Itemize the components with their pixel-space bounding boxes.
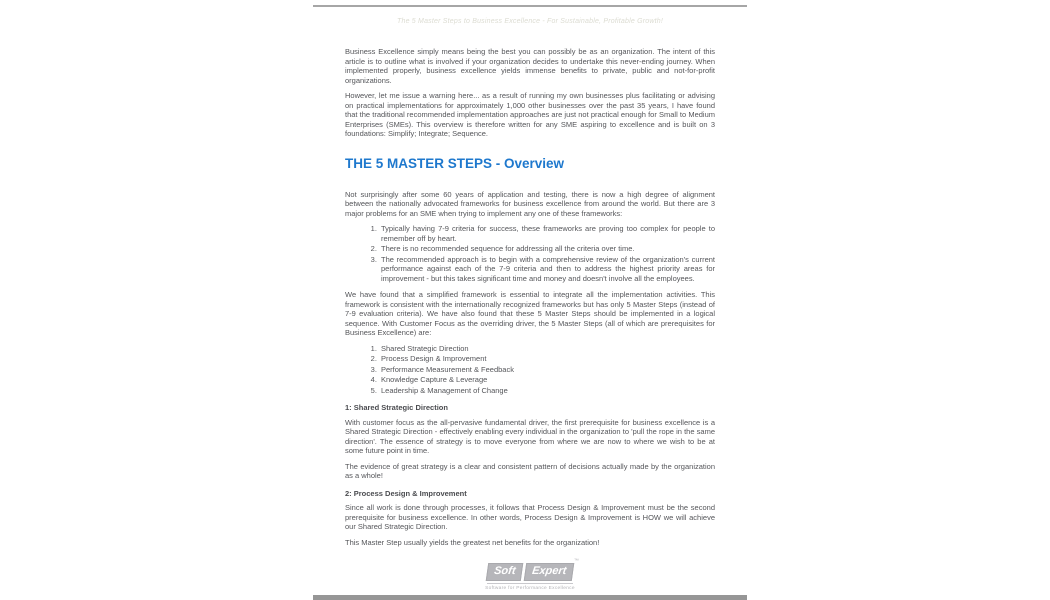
intro-paragraph-2: However, let me issue a warning here... as a result of running my own businesses plus facilitating or advising on practical implementations for approximately 1,000 other businesses over the past 35 years, I have found that the traditional recommended implementation approaches are just not practical enough for Small to Medium Enterprises (SMEs). This overview is therefore written for any SME aspiring to excellence and is built on 3 foundations: Simplify; Integrate; Sequence. bbox=[345, 91, 715, 138]
problems-list bbox=[345, 224, 715, 283]
problems-list-item: 1. Typically having 7-9 criteria for success, these frameworks are proving too complex for people to remember off by heart. bbox=[379, 224, 715, 243]
master-step-item: 4. Knowledge Capture & Leverage bbox=[379, 375, 715, 385]
master-step-item: 1. Shared Strategic Direction bbox=[379, 344, 715, 354]
trademark-mark: ™ bbox=[573, 558, 579, 564]
running-header: The 5 Master Steps to Business Excellence - For Sustainable, Profitable Growth! bbox=[397, 18, 663, 25]
overview-paragraph: Not surprisingly after some 60 years of application and testing, there is now a high degree of alignment between the nationally advocated frameworks for business excellence from around the world. But there are 3 major problems for an SME when trying to implement any one of these frameworks: bbox=[345, 189, 715, 218]
logo-badges bbox=[487, 558, 579, 584]
section1-heading: 1: Shared Strategic Direction bbox=[345, 403, 448, 412]
intro-paragraph-1: Business Excellence simply means being the best you can possibly be as an organization. The intent of this article is to outline what is involved if your organization decides to undertake this never-ending journey. When implemented properly, business excellence yields immense benefits to private, public and not-for-profit organizations. bbox=[345, 47, 715, 85]
section2-paragraph-2: This Master Step usually yields the greatest net benefits for the organization! bbox=[345, 537, 600, 547]
master-steps-list bbox=[345, 344, 715, 396]
framework-paragraph: We have found that a simplified framework is essential to integrate all the implementation activities. This framework is consistent with the internationally recognized frameworks but has only 5 Master Steps (instead of 7-9 evaluation criteria). We have also found that these 5 Master Steps should be implemented in a logical sequence. With Customer Focus as the overriding driver, the 5 Master Steps (all of which are prerequisites for Business Excellence) are: bbox=[345, 290, 715, 337]
problems-list-item: 2. There is no recommended sequence for addressing all the criteria over time. bbox=[379, 244, 715, 254]
logo-tagline: Software for Performance Excellence bbox=[485, 586, 575, 591]
master-step-item: 5. Leadership & Management of Change bbox=[379, 386, 715, 396]
page-content bbox=[313, 25, 747, 547]
logo-badge-expert: Expert bbox=[523, 563, 574, 581]
page-bottom-bar bbox=[313, 595, 747, 600]
problems-list-item: 3. The recommended approach is to begin with a comprehensive review of the organization's current performance against each of the 7-9 criteria and then to address the highest priority areas for improvement - but this takes significant time and money and doesn't involve all the employees. bbox=[379, 255, 715, 284]
document-page bbox=[313, 5, 747, 600]
section2-paragraph-1: Since all work is done through processes, it follows that Process Design & Improvement must be the second prerequisite for business excellence. In other words, Process Design & Improvement is HOW we will achieve our Shared Strategic Direction. bbox=[345, 503, 715, 531]
section2-heading: 2: Process Design & Improvement bbox=[345, 488, 467, 498]
master-step-item: 2. Process Design & Improvement bbox=[379, 354, 715, 364]
softexpert-logo bbox=[313, 558, 747, 591]
section1-paragraph-1: With customer focus as the all-pervasive fundamental driver, the first prerequisite for business excellence is a Shared Strategic Direction - effectively enabling every individual in the organization to 'pull the rope in the same direction'. The essence of strategy is to move everyone from where we are now to where we wish to be at some future point in time. bbox=[345, 417, 715, 455]
logo-badge-soft: Soft bbox=[486, 563, 524, 581]
article-title: THE 5 MASTER STEPS - Overview bbox=[345, 155, 565, 171]
section1-paragraph-2: The evidence of great strategy is a clear and consistent pattern of decisions actually made by the organization as a whole! bbox=[345, 461, 715, 480]
master-step-item: 3. Performance Measurement & Feedback bbox=[379, 365, 715, 375]
